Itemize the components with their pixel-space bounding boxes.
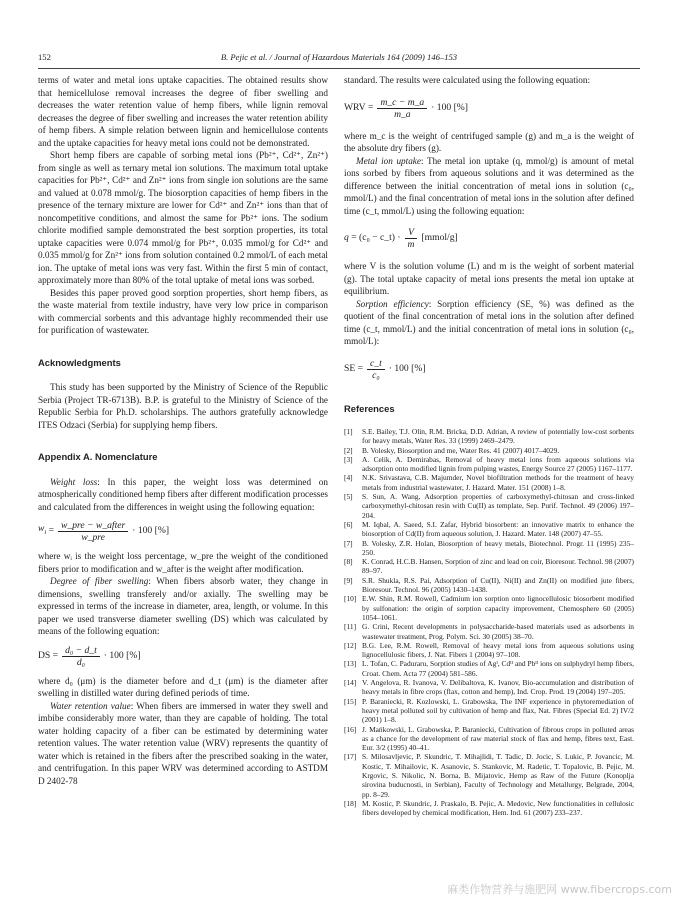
reference-number: [3]	[344, 454, 353, 464]
reference-item	[344, 473, 634, 492]
reference-item	[344, 539, 634, 558]
page-number: 152	[38, 52, 51, 62]
reference-number: [9]	[344, 575, 353, 585]
wrv-paragraph	[38, 700, 328, 788]
sorption-efficiency-paragraph	[344, 298, 634, 348]
reference-item	[344, 641, 634, 660]
eq2-tail: · 100 [%]	[103, 649, 141, 661]
eq1-numerator: w_pre − w_after	[58, 520, 128, 532]
reference-number: [16]	[344, 724, 357, 734]
eq5-denominator: c₀	[372, 369, 380, 381]
equation-swelling: DS = $\frac{\text{d₀ − d\_t}}{\text{d₀}}$ · 100 [%]	[38, 644, 141, 668]
equation-wrv: WRV = $\frac{m\_c - m\_a}{m\_a}$ · 100 [%]	[344, 96, 468, 120]
appendix-heading: Appendix A. Nomenclature	[38, 451, 158, 462]
sorption-efficiency-term: Sorption efficiency	[356, 298, 429, 309]
reference-item	[344, 622, 634, 641]
eq4-numerator: V	[405, 227, 417, 239]
swelling-text: : When fibers absorb water, they change in dimensions, swelling transferely and/or axially. The swelling may be expressed in terms of the increase in diameter, area, length, or volume. In this paper we used transverse diameter swelling (DS) which was calculated by means of the following equation:	[38, 576, 328, 636]
reference-number: [5]	[344, 492, 353, 502]
swelling-paragraph	[38, 575, 328, 638]
reference-text: M. Iqbal, A. Saeed, S.I. Zafar, Hybrid biosorbent: an innovative matrix to enhance the biosorption of Cd(II) from aqueous solution, J. Hazard. Mater. 148 (2007) 47–55.	[362, 519, 634, 539]
reference-item	[344, 576, 634, 595]
reference-item	[344, 557, 634, 576]
running-header	[38, 52, 640, 66]
eq2-denominator: d₀	[76, 656, 85, 668]
journal-citation: B. Pejic et al. / Journal of Hazardous Materials 164 (2009) 146–153	[220, 52, 458, 62]
reference-number: [13]	[344, 659, 357, 669]
eq5-tail: · 100 [%]	[388, 362, 426, 374]
eq3-lhs: WRV	[344, 101, 366, 113]
reference-item	[344, 725, 634, 753]
eq5-fraction	[367, 358, 385, 381]
eq1-fraction	[58, 520, 128, 543]
reference-number: [1]	[344, 427, 353, 436]
equation-uptake: q = (c₀ − c_t) · $\frac{V}{m}$ [mmol/g]	[344, 227, 458, 250]
uptake-definitions: where V is the solution volume (L) and m is the weight of sorbent material (g). The total uptake capacity of metal ions presents the metal ion uptake at equilibrium.	[344, 261, 634, 296]
equation-sorption-efficiency: SE = $\frac{c\_t}{\text{c₀}}$ · 100 [%]	[344, 357, 426, 381]
reference-item	[344, 678, 634, 697]
reference-text: E.W. Shin, R.M. Rowell, Cadmium ion sorption onto lignocellulosic biosorbent modified by sulfonation: the origin of sorption capacity improvement, Chemosphere 60 (2005) 1054–1061.	[362, 594, 634, 622]
eq1-tail: · 100 [%]	[132, 525, 170, 537]
reference-number: [6]	[344, 519, 353, 529]
conclusion-paragraph-1: terms of water and metal ions uptake capacities. The obtained results show that hemicellulose removal increases the degree of fiber swelling and decreases the water retention value of hemp fibers, while lignin removal decreases the degree of fiber swelling and increases the water retention ability of hemp fibers. A simple relation between lignin and hemicellulose contents and the uptake capacities for heavy metal ions could not be demonstrated.	[38, 75, 328, 148]
references-heading: References	[344, 402, 395, 414]
eq4-middle: (c₀ − c_t) ·	[359, 232, 401, 244]
reference-item	[344, 799, 634, 818]
right-column	[344, 74, 634, 817]
eq3-denominator: m_a	[394, 108, 411, 120]
reference-text: K. Conrad, H.C.B. Hansen, Sorption of zinc and lead on coir, Bioresour. Technol. 98 (2007) 89–97.	[362, 557, 634, 576]
reference-item	[344, 446, 634, 455]
reference-number: [15]	[344, 696, 357, 706]
weight-loss-definitions: where wᵢ is the weight loss percentage, w_pre the weight of the conditioned fibers prior to modification and w_after is the weight after modification.	[38, 551, 328, 574]
eq2-lhs: DS	[38, 649, 51, 661]
uptake-paragraph	[344, 155, 634, 218]
reference-text: M. Kostic, P. Skundric, J. Praskalo, B. Pejic, A. Medovic, New functionalities in cellulosic fibers developed by chemical modification, Hem. Ind. 61 (2007) 233–237.	[362, 798, 634, 818]
wrv-term: Water retention value	[50, 700, 131, 711]
eq2-numerator: d₀ − d_t	[62, 645, 100, 657]
reference-number: [7]	[344, 538, 353, 548]
weight-loss-paragraph	[38, 476, 328, 514]
reference-number: [2]	[344, 445, 353, 455]
header-rule	[38, 68, 640, 69]
eq4-denominator: m	[407, 239, 415, 250]
reference-number: [14]	[344, 678, 357, 688]
reference-number: [18]	[344, 798, 357, 808]
wrv-definitions: where m_c is the weight of centrifuged sample (g) and m_a is the weight of the absolute dry fibers (g).	[344, 130, 634, 153]
reference-item	[344, 492, 634, 520]
reference-text: G. Crini, Recent developments in polysaccharide-based materials used as adsorbents in wastewater treatment, Prog. Polym. Sci. 30 (2005) 38–70.	[362, 622, 634, 641]
eq3-tail: · 100 [%]	[431, 101, 468, 113]
reference-item	[344, 752, 634, 798]
watermark: 麻类作物营养与施肥网 www.fibercrops.com	[447, 883, 672, 896]
equation-weight-loss: $w_i$ = $\frac{\text{w\_pre − w\_after}}{\text{w\_pre}}$ · 100 [%]	[38, 520, 170, 543]
conclusion-paragraph-2: Short hemp fibers are capable of sorbing metal ions (Pb²⁺, Cd²⁺, Zn²⁺) from single as well as ternary metal ion solutions. The maximum total uptake capacities for Pb²⁺, Cd²⁺ and Zn²⁺ ions from single ion solutions are the same and valued at 0.078 mmol/g. The biosorption capacities of hemp fibers in the presence of the ternary mixture are lower for Cd²⁺ and Zn²⁺ ions than that of noncompetitive conditions, and almost the same for Pb²⁺ ions. The sodium chlorite modified sample demonstrated the best sorption properties, its total uptake capacities were 0.074 mmol/g for Pb²⁺, 0.035 mmol/g for Cd²⁺ and 0.035 mmol/g for Zn²⁺ ions from solution contained 0.2 mmol/L of each metal ion. The uptake of metal ions was very fast. Within the first 5 min of contact, approximately more than 80% of the total uptake of metal ions was sorbed.	[38, 150, 328, 285]
eq1-denominator: w_pre	[81, 532, 105, 543]
reference-text: B. Volesky, Z.R. Holan, Biosorption of heavy metals, Biotechnol. Progr. 11 (1995) 235–250.	[362, 538, 634, 557]
reference-item	[344, 697, 634, 725]
eq5-numerator: c_t	[367, 358, 385, 370]
uptake-term: Metal ion uptake	[356, 155, 421, 166]
wrv-continued: standard. The results were calculated using the following equation:	[344, 75, 591, 85]
sorption-efficiency-text: : Sorption efficiency (SE, %) was defined as the quotient of the final concentration of metal ions in the solution after defined time (c_t, mmol/L) and the initial concentration of metal ions in solution (c₀, mmol/L):	[344, 298, 635, 346]
reference-text: B.G. Lee, R.M. Rowell, Removal of heavy metal ions from aqueous solutions using lignocellulosic fibers, J. Nat. Fibers 1 (2004) 97–108.	[362, 640, 634, 660]
eq4-fraction	[405, 227, 418, 250]
eq5-lhs: SE	[344, 362, 356, 374]
reference-text: A. Celik, A. Demirabas, Removal of heavy metal ions from aqueous solutions via adsorption onto modified lignin from pulping wastes, Energy Source 27 (2005) 1167–1177.	[362, 454, 634, 474]
reference-item	[344, 594, 634, 622]
weight-loss-text: : In this paper, the weight loss was determined on atmospherically conditioned hemp fibers after different modification processes and calculated from the differences in weight using the following equation:	[38, 476, 328, 512]
eq3-fraction	[377, 97, 427, 120]
reference-text: P. Baraniecki, R. Kozlowski, L. Grabowska, The INF experience in phytoremediation of heavy metal polluted soil by cultivation of hemp and flax, Nat. Fibres (Special Ed. 2) IV/2 (2001) 1–8.	[362, 696, 634, 725]
acknowledgments-heading: Acknowledgments	[38, 356, 121, 368]
reference-text: J. Mańkowski, L. Grabowska, P. Baraniecki, Cultivation of fibrous crops in polluted areas as a chance for the development of raw material stock of flax and hemp, fibres text, East. Eur. 3/2 (1995) 40–41.	[362, 724, 634, 753]
reference-item	[344, 520, 634, 539]
eq4-lhs: q	[344, 232, 349, 244]
wrv-text: : When fibers are immersed in water they swell and imbibe considerably more water, than they are capable of holding. The total water holding capacity of a fiber can be estimated by determining water retention values. The water retention value (WRV) represents the quantity of water which is retained in the fibers after the prescribed soaking in the water, and centrifugation. In this paper WRV was determined according to ASTDM D 2402-78	[38, 700, 328, 786]
reference-number: [12]	[344, 640, 357, 650]
conclusion-paragraph-3: Besides this paper proved good sorption properties, short hemp fibers, as the waste material from textile industry, have very low price in comparison with commercial sorbents and this advantage highly recommended their use for purification of wastewater.	[38, 287, 328, 335]
reference-number: [10]	[344, 594, 357, 604]
reference-number: [17]	[344, 752, 357, 762]
eq2-fraction	[62, 645, 100, 668]
reference-item	[344, 427, 634, 446]
reference-text: S. Milosavljevic, P. Skundric, T. Mihajlidi, T. Tadic, D. Jocic, S. Lukic, P. Jovancic, M. Kostic, T. Mihailovic, K. Asanovic, S. Stankovic, M. Radetic, T. Topalovic, B. Pejic, M. Krgovic, S. Nikolic, N. Borna, B. Mijatovic, Hemp as Raw of the Future (Konoplja sirovina buducnosti, in Serbian), Faculty of Technology and Metallurgy, Belgrade, 2004, pp. 8–29.	[362, 752, 634, 799]
reference-text: S.R. Shukla, R.S. Pai, Adsorption of Cu(II), Ni(II) and Zn(II) on modified jute fibers, Bioresour. Technol. 96 (2005) 1430–1438.	[362, 575, 634, 595]
acknowledgments-text: This study has been supported by the Ministry of Science of the Republic Serbia (Project TR-6713B). B.P. is grateful to the Ministry of Science of the Republic Serbia for Ph.D. scholarships. The authors gratefully acknowledge ITES Odzaci (Serbia) for supplying hemp fibers.	[38, 382, 328, 430]
uptake-text: : The metal ion uptake (q, mmol/g) is amount of metal ions sorbed by fibers from aqueous solutions and it was determined as the difference between the initial concentration of metal ions in solution (c₀, mmol/L) and the final concentration of metal ions in the solution after defined time (c_t, mmol/L) using the following equation:	[344, 155, 634, 216]
reference-number: [11]	[344, 622, 357, 632]
reference-text: N.K. Srivastava, C.B. Majumder, Novel biofiltration methods for the treatment of heavy metals from industrial wastewater, J. Hazard. Mater. 151 (2008) 1–8.	[362, 473, 634, 492]
eq1-lhs: $w_i$	[38, 523, 47, 537]
reference-item	[344, 659, 634, 678]
eq3-numerator: m_c − m_a	[377, 97, 427, 109]
reference-item	[344, 455, 634, 474]
reference-text: L. Tofan, C. Paduraru, Sorption studies of Agᴵ, Cdᴵᴵ and Pbᴵᴵ ions on sulphydryl hemp fibers, Croat. Chem. Acta 77 (2004) 581–586.	[362, 659, 634, 678]
reference-text: S.E. Bailey, T.J. Olin, R.M. Bricka, D.D. Adrian, A review of potentially low-cost sorbents for heavy metals, Water Res. 33 (1999) 2469–2479.	[362, 427, 634, 446]
weight-loss-term: Weight loss	[50, 476, 98, 487]
swelling-term: Degree of fiber swelling	[50, 576, 149, 586]
reference-number: [4]	[344, 473, 353, 483]
reference-text: V. Angelova, R. Ivanova, V. Delibaltova, K. Ivanov, Bio-accumulation and distribution of heavy metals in fibre crops (flax, cotton and hemp), Ind. Crop. Prod. 19 (2004) 197–205.	[362, 678, 634, 697]
reference-text: S. Sun, A. Wang, Adsorption properties of carboxymethyl-chitosan and cross-linked carboxymethyl-chitosan resin with Cu(II) as template, Sep. Purif. Technol. 49 (2006) 197–204.	[362, 492, 634, 520]
reference-text: B. Volesky, Biosorption and me, Water Res. 41 (2007) 4017–4029.	[362, 445, 560, 455]
swelling-definitions: where d₀ (μm) is the diameter before and d_t (μm) is the diameter after swelling in distilled water during defined periods of time.	[38, 675, 328, 698]
left-column	[38, 74, 328, 787]
eq4-tail: [mmol/g]	[421, 232, 458, 244]
reference-number: [8]	[344, 557, 353, 567]
references-list	[344, 427, 634, 817]
